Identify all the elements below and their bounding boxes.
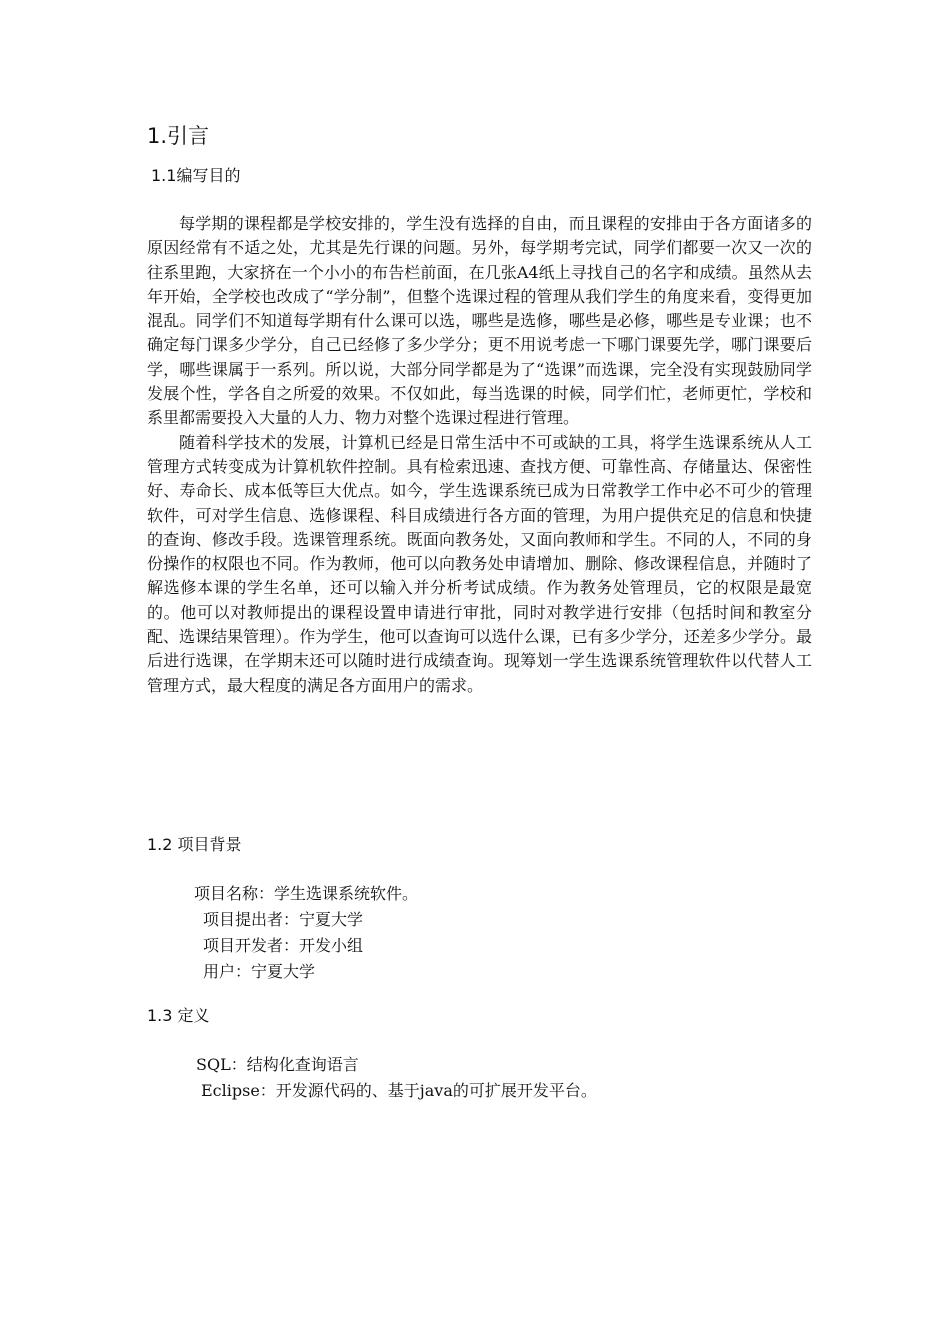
definitions-list bbox=[196, 1052, 597, 1104]
subsection-title-definitions: 1.3 定义 bbox=[147, 1006, 210, 1025]
background-item-proposer: 项目提出者：宁夏大学 bbox=[203, 910, 364, 929]
background-item-project-name: 项目名称：学生选课系统软件。 bbox=[194, 884, 419, 903]
background-item-developer: 项目开发者：开发小组 bbox=[203, 936, 364, 955]
purpose-paragraph: 随着科学技术的发展，计算机已经是日常生活中不可或缺的工具，将学生选课系统从人工管理方式转变成为计算机软件控制。具有检索迅速、查找方便、可靠性高、存储量达、保密性好、寿命长、成本低等巨大优点。如今，学生选课系统已成为日常教学工作中必不可少的管理软件，可对学生信息、选修课程、科目成绩进行各方面的管理，为用户提供充足的信息和快捷的查询、修改手段。选课管理系统。既面向教务处，又面向教师和学生。不同的人，不同的身份操作的权限也不同。作为教师，他可以向教务处申请增加、删除、修改课程信息，并随时了解选修本课的学生名单，还可以输入并分析考试成绩。作为教务处管理员，它的权限是最宽的。他可以对教师提出的课程设置申请进行审批，同时对教学进行安排（包括时间和教室分配、选课结果管理）。作为学生，他可以查询可以选什么课，已有多少学分，还差多少学分。最后进行选课，在学期末还可以随时进行成绩查询。现筹划一学生选课系统管理软件以代替人工管理方式，最大程度的满足各方面用户的需求。 bbox=[147, 432, 812, 695]
purpose-body bbox=[147, 212, 812, 698]
background-item-user: 用户：宁夏大学 bbox=[203, 962, 316, 981]
definition-item-eclipse: Eclipse：开发源代码的、基于java的可扩展开发平台。 bbox=[201, 1081, 597, 1100]
purpose-paragraph: 每学期的课程都是学校安排的，学生没有选择的自由，而且课程的安排由于各方面诸多的原因经常有不适之处，尤其是先行课的问题。另外，每学期考完试，同学们都要一次又一次的往系里跑，大家挤在一个小小的布告栏前面，在几张A4纸上寻找自己的名字和成绩。虽然从去年开始，全学校也改成了“学分制”，但整个选课过程的管理从我们学生的角度来看，变得更加混乱。同学们不知道每学期有什么课可以选，哪些是选修，哪些是必修，哪些是专业课；也不确定每门课多少学分，自己已经修了多少学分；更不用说考虑一下哪门课要先学，哪门课要后学，哪些课属于一系列。所以说，大部分同学都是为了“选课”而选课，完全没有实现鼓励同学发展个性，学各自之所爱的效果。不仅如此，每当选课的时候，同学们忙，老师更忙，学校和系里都需要投入大量的人力、物力对整个选课过程进行管理。 bbox=[147, 214, 812, 428]
subsection-title-background: 1.2 项目背景 bbox=[147, 835, 242, 854]
section-title-introduction: 1.引言 bbox=[147, 124, 210, 148]
background-list bbox=[194, 881, 418, 985]
subsection-title-purpose: 1.1编写目的 bbox=[151, 166, 241, 185]
definition-item-sql: SQL：结构化查询语言 bbox=[196, 1055, 359, 1074]
